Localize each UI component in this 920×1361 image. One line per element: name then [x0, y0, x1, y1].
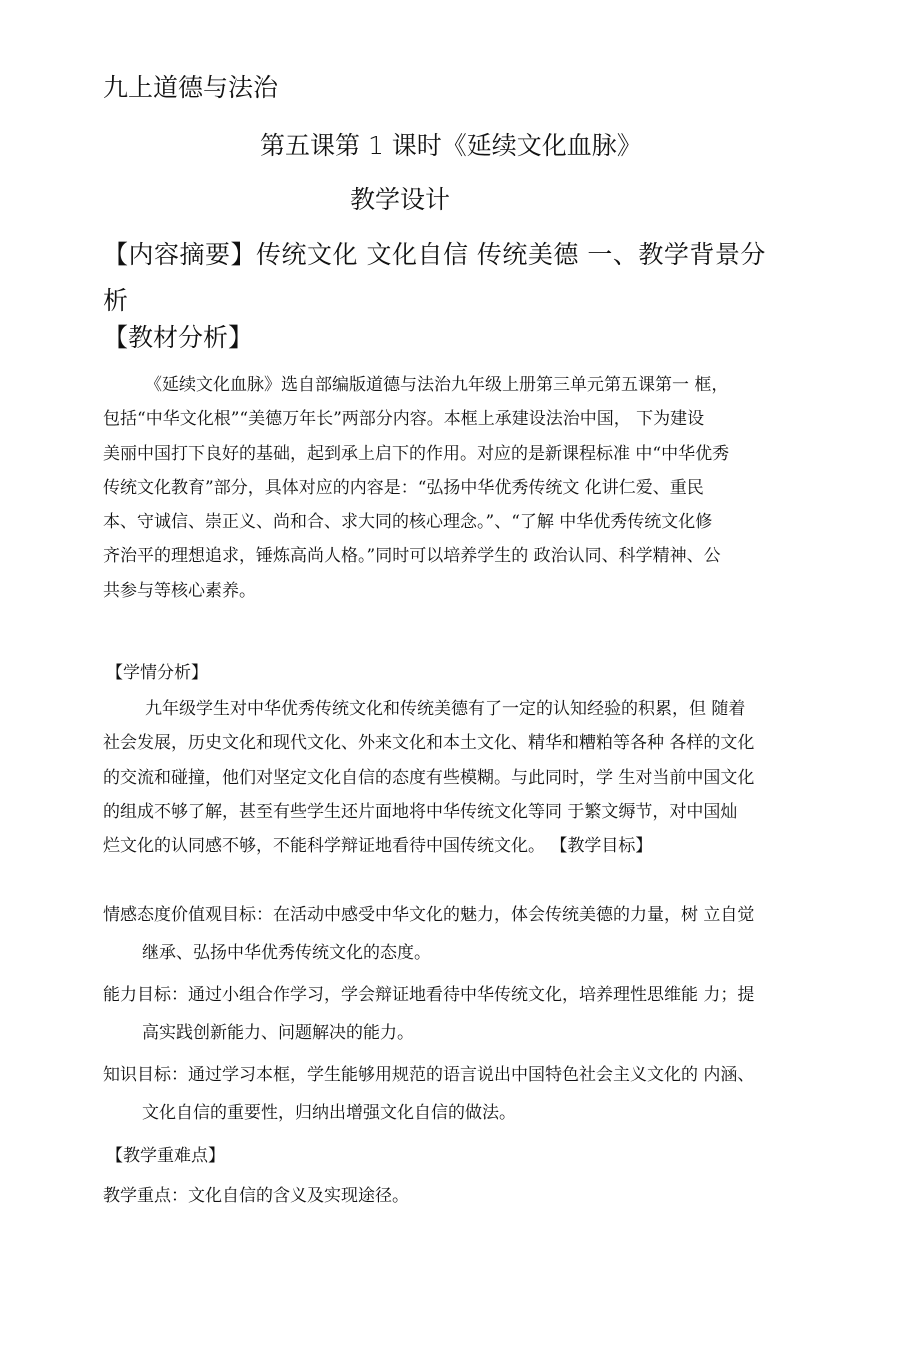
goal-line: 继承、弘扬中华优秀传统文化的态度。 [142, 943, 431, 963]
teaching-goal-ability [103, 976, 823, 1052]
document-header: 九上道德与法治 [103, 73, 279, 102]
paragraph-line: 的组成不够了解，甚至有些学生还片面地将中华传统文化等同 于繁文缛节，对中国灿 [103, 801, 738, 822]
content-summary [103, 232, 823, 324]
paragraph-line: 齐治平的理想追求，锤炼高尚人格。”同时可以培养学生的 政治认同、科学精神、公 [103, 546, 721, 567]
paragraph-line: 本、守诚信、崇正义、尚和合、求大同的核心理念。”、“了解 中华优秀传统文化修 [103, 512, 713, 533]
paragraph-line: 传统文化教育”部分，具体对应的内容是：“弘扬中华优秀传统文 化讲仁爱、重民 [103, 477, 704, 498]
student-analysis-heading: 【学情分析】 [106, 663, 208, 683]
paragraph-line: 美丽中国打下良好的基础，起到承上启下的作用。对应的是新课程标准 中“中华优秀 [103, 443, 730, 464]
paragraph-line: 共参与等核心素养。 [103, 580, 256, 601]
summary-line: 析 [103, 286, 129, 315]
paragraph-line: 九年级学生对中华优秀传统文化和传统美德有了一定的认知经验的积累，但 随着 [145, 699, 746, 719]
material-analysis-heading: 【教材分析】 [103, 323, 254, 352]
paragraph-line: 《延续文化血脉》选自部编版道德与法治九年级上册第三单元第五课第一 框， [145, 375, 729, 395]
teaching-goal-emotion [103, 896, 823, 972]
goal-line: 文化自信的重要性，归纳出增强文化自信的做法。 [142, 1103, 516, 1123]
goal-line: 能力目标：通过小组合作学习，学会辩证地看待中华传统文化，培养理性思维能 力；提 [103, 985, 755, 1005]
lesson-subtitle: 教学设计 [350, 185, 451, 214]
teaching-goal-knowledge [103, 1056, 823, 1132]
key-points-heading: 【教学重难点】 [106, 1146, 225, 1166]
paragraph-line: 社会发展，历史文化和现代文化、外来文化和本土文化、精华和糟粕等各种 各样的文化 [103, 733, 755, 754]
key-point-line: 教学重点：文化自信的含义及实现途径。 [103, 1186, 409, 1206]
lesson-title: 第五课第 1 课时《延续文化血脉》 [260, 131, 642, 160]
paragraph-line: 的交流和碰撞，他们对坚定文化自信的态度有些模糊。与此同时，学 生对当前中国文化 [103, 767, 755, 788]
paragraph-line: 烂文化的认同感不够，不能科学辩证地看待中国传统文化。 【教学目标】 [103, 836, 653, 857]
goal-line: 高实践创新能力、问题解决的能力。 [142, 1023, 414, 1043]
paragraph-line: 包括“中华文化根”“美德万年长”两部分内容。本框上承建设法治中国， 下为建设 [103, 409, 705, 430]
goal-line: 情感态度价值观目标：在活动中感受中华文化的魅力，体会传统美德的力量，树 立自觉 [103, 905, 755, 925]
student-analysis-paragraph [103, 692, 823, 863]
goal-line: 知识目标：通过学习本框，学生能够用规范的语言说出中国特色社会主义文化的 内涵、 [103, 1065, 755, 1085]
summary-line: 【内容摘要】传统文化 文化自信 传统美德 一、教学背景分 [103, 240, 766, 269]
material-analysis-paragraph [103, 368, 823, 608]
